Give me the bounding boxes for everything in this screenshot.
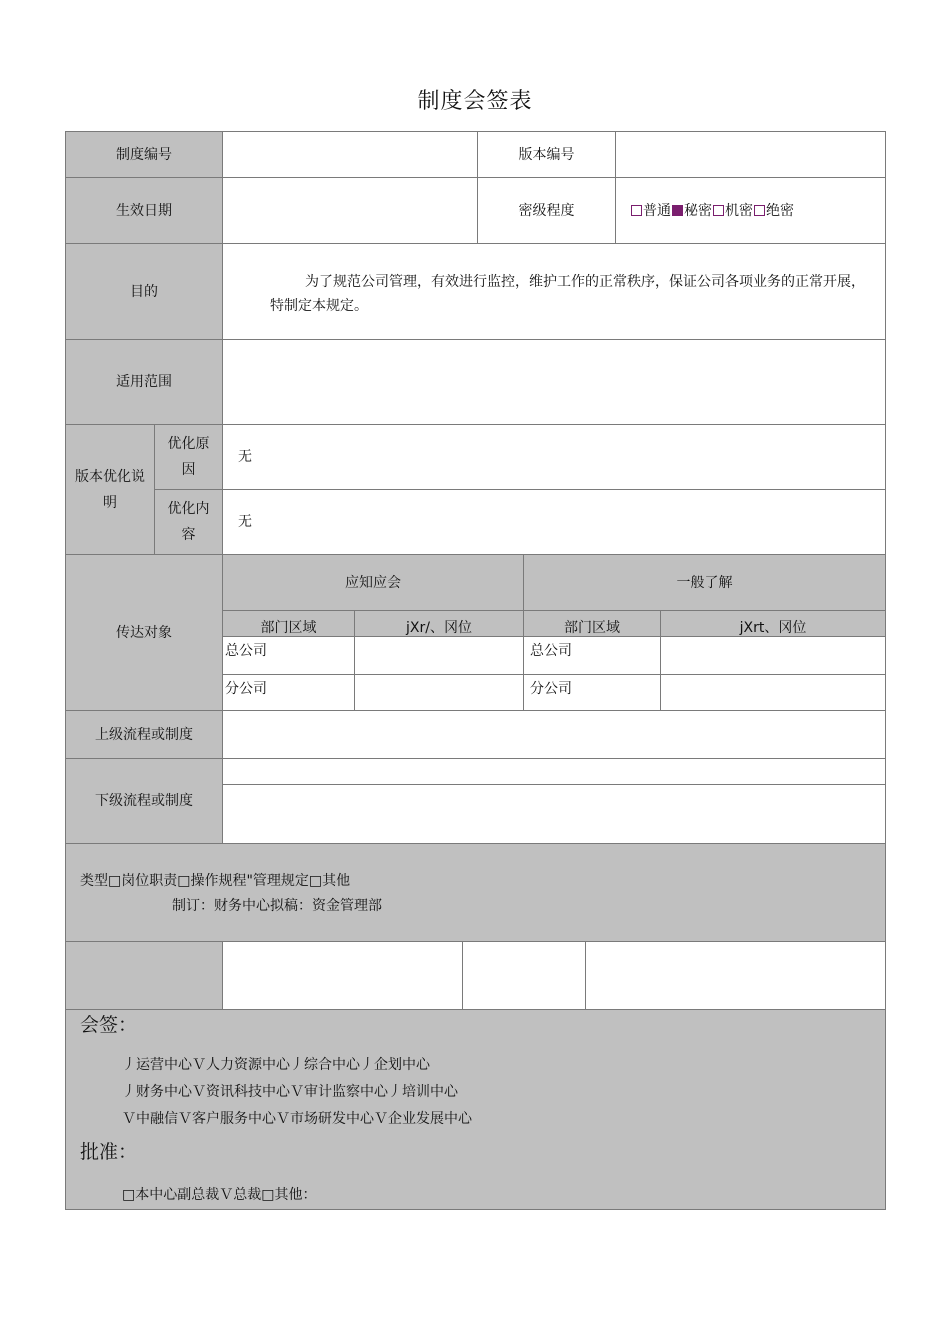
effective-date-field[interactable] (222, 177, 478, 244)
upper-process-label: 上级流程或制度 (65, 710, 223, 759)
secrecy-level-options (615, 177, 886, 244)
countersign-heading: 会签： (80, 1014, 138, 1036)
secrecy-checkbox-confidential[interactable] (713, 205, 724, 216)
recipients-label: 传达对象 (65, 554, 223, 711)
form-title: 制度会签表 (417, 89, 533, 114)
position-header-left: jXr/、冈位 (354, 610, 524, 637)
secrecy-option-secret: 秘密 (684, 202, 712, 219)
version-no-label: 版本编号 (477, 131, 616, 178)
purpose-text: 为了规范公司管理，有效进行监控，维护工作的正常秩序，保证公司各项业务的正常开展，特制定本规定。 (222, 243, 886, 340)
branch-position-right-field[interactable] (660, 674, 886, 711)
secrecy-checkbox-normal[interactable] (631, 205, 642, 216)
blank-label-cell (65, 941, 223, 1010)
hq-position-left-field[interactable] (354, 636, 524, 675)
approval-heading: 批准： (80, 1141, 138, 1163)
countersign-line-3: Ｖ中融信Ｖ客户服务中心Ｖ市场研发中心Ｖ企业发展中心 (122, 1111, 472, 1127)
scope-field[interactable] (222, 339, 886, 425)
general-header: 一般了解 (523, 554, 886, 611)
secrecy-checkbox-secret[interactable] (672, 205, 683, 216)
secrecy-checkbox-top-secret[interactable] (754, 205, 765, 216)
countersign-line-1: 丿运营中心Ｖ人力资源中心丿综合中心丿企划中心 (122, 1057, 430, 1073)
blank-field-3[interactable] (585, 941, 886, 1010)
row-branch-right: 分公司 (523, 674, 661, 711)
row-hq-left: 总公司 (222, 636, 355, 675)
version-no-field[interactable] (615, 131, 886, 178)
opt-content-label: 优化内容 (154, 489, 223, 555)
scope-label: 适用范围 (65, 339, 223, 425)
countersign-line-2: 丿财务中心Ｖ资讯科技中心Ｖ审计监察中心丿培训中心 (122, 1084, 458, 1100)
effective-date-label: 生效日期 (65, 177, 223, 244)
opt-reason-value: 无 (222, 424, 886, 490)
policy-no-label: 制度编号 (65, 131, 223, 178)
signoff-section (65, 1009, 886, 1210)
version-note-label: 版本优化说明 (65, 424, 155, 555)
dept-area-header-left: 部门区域 (222, 610, 355, 637)
purpose-label: 目的 (65, 243, 223, 340)
policy-no-field[interactable] (222, 131, 478, 178)
blank-field-2[interactable] (462, 941, 586, 1010)
lower-process-label: 下级流程或制度 (65, 758, 223, 844)
blank-field-1[interactable] (222, 941, 463, 1010)
row-hq-right: 总公司 (523, 636, 661, 675)
opt-reason-label: 优化原因 (154, 424, 223, 490)
type-section (65, 843, 886, 942)
lower-process-field-2[interactable] (222, 784, 886, 844)
secrecy-option-confidential: 机密 (725, 202, 753, 219)
approval-line: □本中心副总裁Ｖ总裁□其他： (122, 1187, 317, 1203)
upper-process-field[interactable] (222, 710, 886, 759)
row-branch-left: 分公司 (222, 674, 355, 711)
lower-process-field-1[interactable] (222, 758, 886, 785)
secrecy-level-label: 密级程度 (477, 177, 616, 244)
hq-position-right-field[interactable] (660, 636, 886, 675)
must-know-header: 应知应会 (222, 554, 524, 611)
branch-position-left-field[interactable] (354, 674, 524, 711)
opt-content-value: 无 (222, 489, 886, 555)
dept-area-header-right: 部门区域 (523, 610, 661, 637)
position-header-right: jXrt、冈位 (660, 610, 886, 637)
type-line: 类型□岗位职责□操作规程"管理规定□其他 (80, 873, 351, 889)
secrecy-option-top-secret: 绝密 (766, 202, 794, 219)
secrecy-option-normal: 普通 (643, 202, 671, 219)
prepared-line: 制订：财务中心拟稿：资金管理部 (172, 898, 382, 914)
